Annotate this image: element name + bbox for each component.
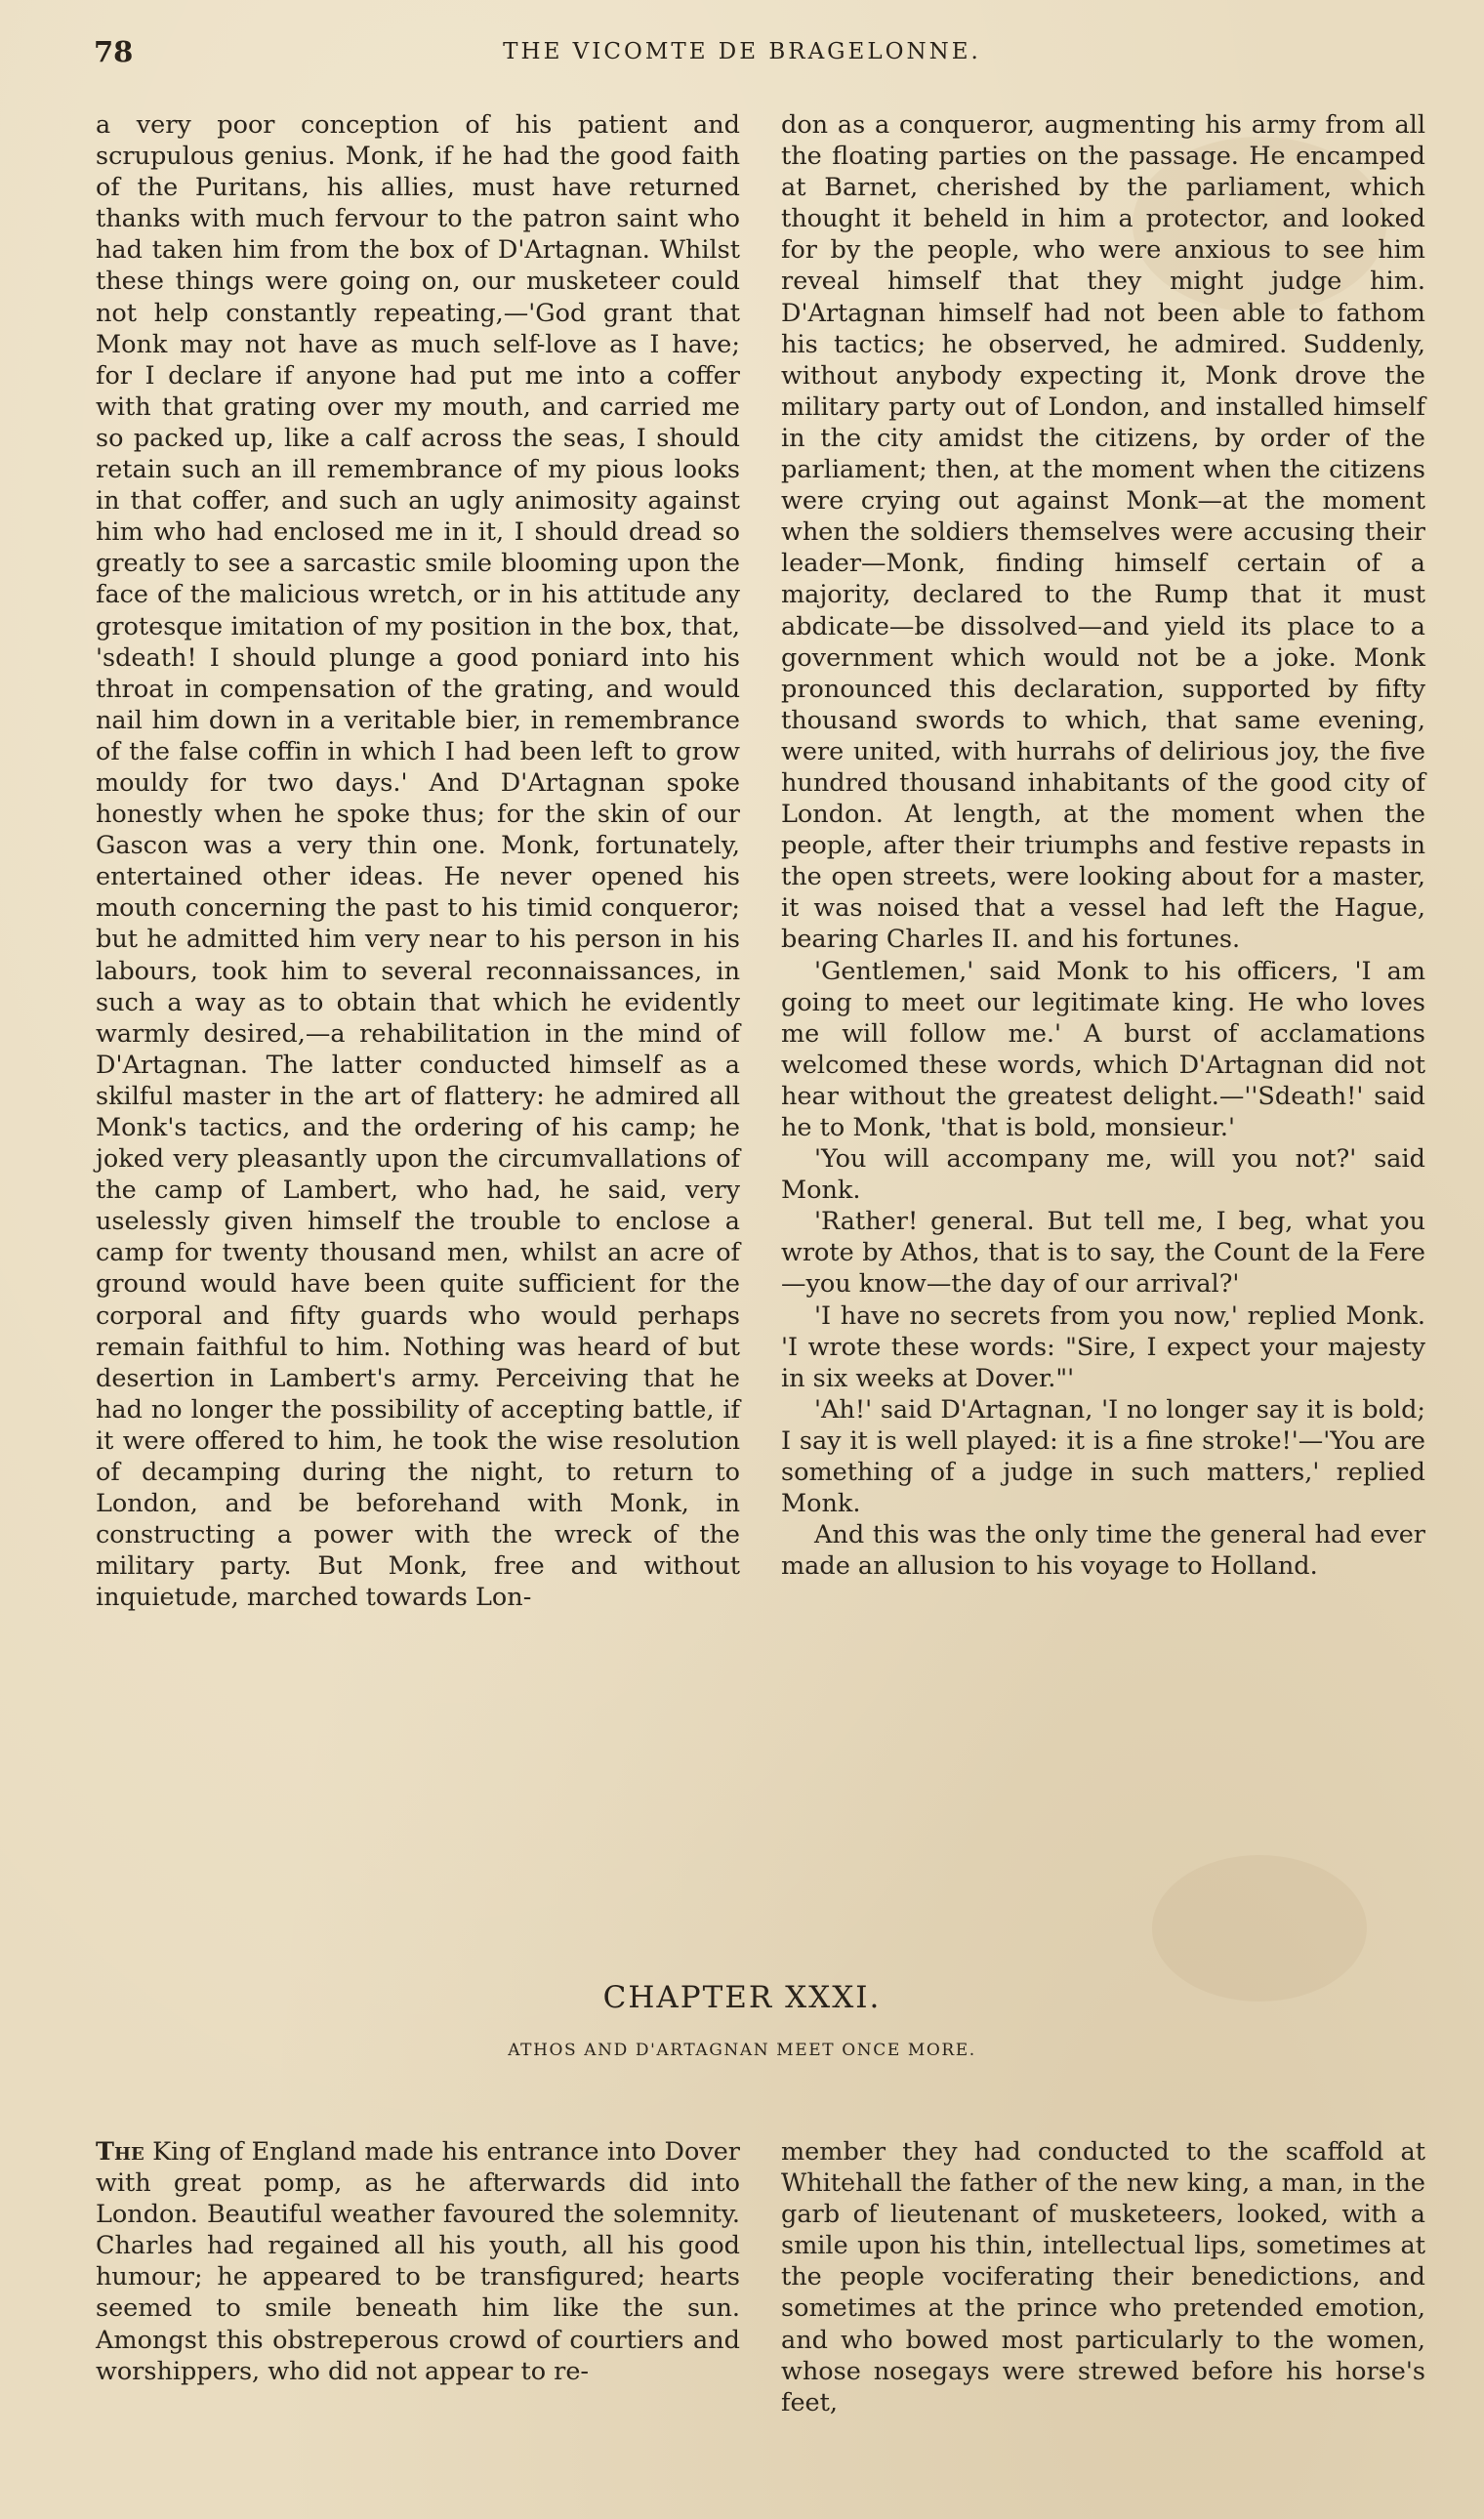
right-column-top — [781, 109, 1425, 1582]
paragraph: 'You will accompany me, will you not?' said Monk. — [781, 1144, 1425, 1206]
paragraph: And this was the only time the general had ever made an allusion to his voyage to Holland. — [781, 1520, 1425, 1582]
running-title: THE VICOMTE DE BRAGELONNE. — [503, 39, 981, 64]
chapter-subtitle: ATHOS AND D'ARTAGNAN MEET ONCE MORE. — [508, 2041, 976, 2060]
paragraph: a very poor conception of his patient and scrupulous genius. Monk, if he had the good faith of the Puritans, his allies, must have returned thanks with much fervour to the patron saint who had taken him from the box of D'Artagnan. Whilst these things were going on, our musketeer could not help constantly repeating,—'God grant that Monk may not have as much self-love as I have; for I declare if anyone had put me into a coffer with that grating over my mouth, and carried me so packed up, like a calf across the seas, I should retain such an ill remembrance of my pious looks in that coffer, and such an ugly animosity against him who had enclosed me in it, I should dread so greatly to see a sarcastic smile blooming upon the face of the malicious wretch, or in his attitude any grotesque imitation of my position in the box, that, 'sdeath! I should plunge a good poniard into his throat in compensation of the grating, and would nail him down in a veritable bier, in remembrance of the false coffin in which I had been left to grow mouldy for two days.' And D'Artagnan spoke honestly when he spoke thus; for the skin of our Gascon was a very thin one. Monk, fortunately, entertained other ideas. He never opened his mouth concerning the past to his timid conqueror; but he admitted him very near to his person in his labours, took him to several reconnaissances, in such a way as to obtain that which he evidently warmly desired,—a rehabilitation in the mind of D'Artagnan. The latter conducted himself as a skilful master in the art of flattery: he admired all Monk's tactics, and the ordering of his camp; he joked very pleasantly upon the circumvallations of the camp of Lambert, who had, he said, very uselessly given himself the trouble to enclose a camp for twenty thousand men, whilst an acre of ground would have been quite sufficient for the corporal and fifty guards who would perhaps remain faithful to him. Nothing was heard of but desertion in Lambert's army. Perceiving that he had no longer the possibility of accepting battle, if it were offered to him, he took the wise resolution of decamping during the night, to return to London, and be beforehand with Monk, in constructing a power with the wreck of the military party. But Monk, free and without inquietude, marched towards Lon- — [96, 110, 740, 1613]
paragraph: 'I have no secrets from you now,' replied Monk. 'I wrote these words: "Sire, I expect your majesty in six weeks at Dover."' — [781, 1301, 1425, 1393]
paragraph: 'Rather! general. But tell me, I beg, what you wrote by Athos, that is to say, the Count de la Fere—you know—the day of our arrival?' — [781, 1207, 1425, 1300]
chapter-opening-word: The — [96, 2137, 144, 2167]
paragraph: 'Ah!' said D'Artagnan, 'I no longer say it is bold; I say it is well played: it is a fine stroke!'—'You are something of a judge in such matters,' replied Monk. — [781, 1394, 1425, 1519]
left-column-top — [96, 109, 740, 1614]
right-column-bottom — [781, 2136, 1425, 2418]
paragraph — [96, 2136, 740, 2387]
paragraph: 'Gentlemen,' said Monk to his officers, 'I am going to meet our legitimate king. He who loves me will follow me.' A burst of acclamations welcomed these words, which D'Artagnan did not hear without the greatest delight.—''Sdeath!' said he to Monk, 'that is bold, monsieur.' — [781, 956, 1425, 1142]
left-column-bottom — [96, 2136, 740, 2387]
page-number: 78 — [94, 35, 134, 68]
paragraph: member they had conducted to the scaffold at Whitehall the father of the new king, a man, in the garb of lieutenant of musketeers, looked, with a smile upon his thin, intellectual lips, sometimes at the people vociferating their benedictions, and sometimes at the prince who pretended emotion, and who bowed most particularly to the women, whose nosegays were strewed before his horse's feet, — [781, 2137, 1425, 2417]
chapter-heading — [0, 1980, 1484, 2060]
paragraph: don as a conqueror, augmenting his army from all the floating parties on the passage. He encamped at Barnet, cherished by the parliament, which thought it beheld in him a protector, and looked for by the people, who were anxious to see him reveal himself that they might judge him. D'Artagnan himself had not been able to fathom his tactics; he observed, he admired. Suddenly, without anybody expecting it, Monk drove the military party out of London, and installed himself in the city amidst the citizens, by order of the parliament; then, at the moment when the citizens were crying out against Monk—at the moment when the soldiers themselves were accusing their leader—Monk, finding himself certain of a majority, declared to the Rump that it must abdicate—be dissolved—and yield its place to a government which would not be a joke. Monk pronounced this declaration, supported by fifty thousand swords to which, that same evening, were united, with hurrahs of delirious joy, the five hundred thousand inhabitants of the good city of London. At length, at the moment when the people, after their triumphs and festive repasts in the open streets, were looking about for a master, it was noised that a vessel had left the Hague, bearing Charles II. and his fortunes. — [781, 110, 1425, 955]
chapter-title: CHAPTER XXXI. — [602, 1980, 882, 2015]
page-header — [94, 35, 1390, 74]
paragraph-text: King of England made his entrance into Dover with great pomp, as he afterwards did into London. Beautiful weather favoured the solemnity. Charles had regained all his youth, all his good humour; he appeared to be transfigured; hearts seemed to smile beneath him like the sun. Amongst this obstreperous crowd of courtiers and worshippers, who did not appear to re- — [96, 2137, 740, 2386]
